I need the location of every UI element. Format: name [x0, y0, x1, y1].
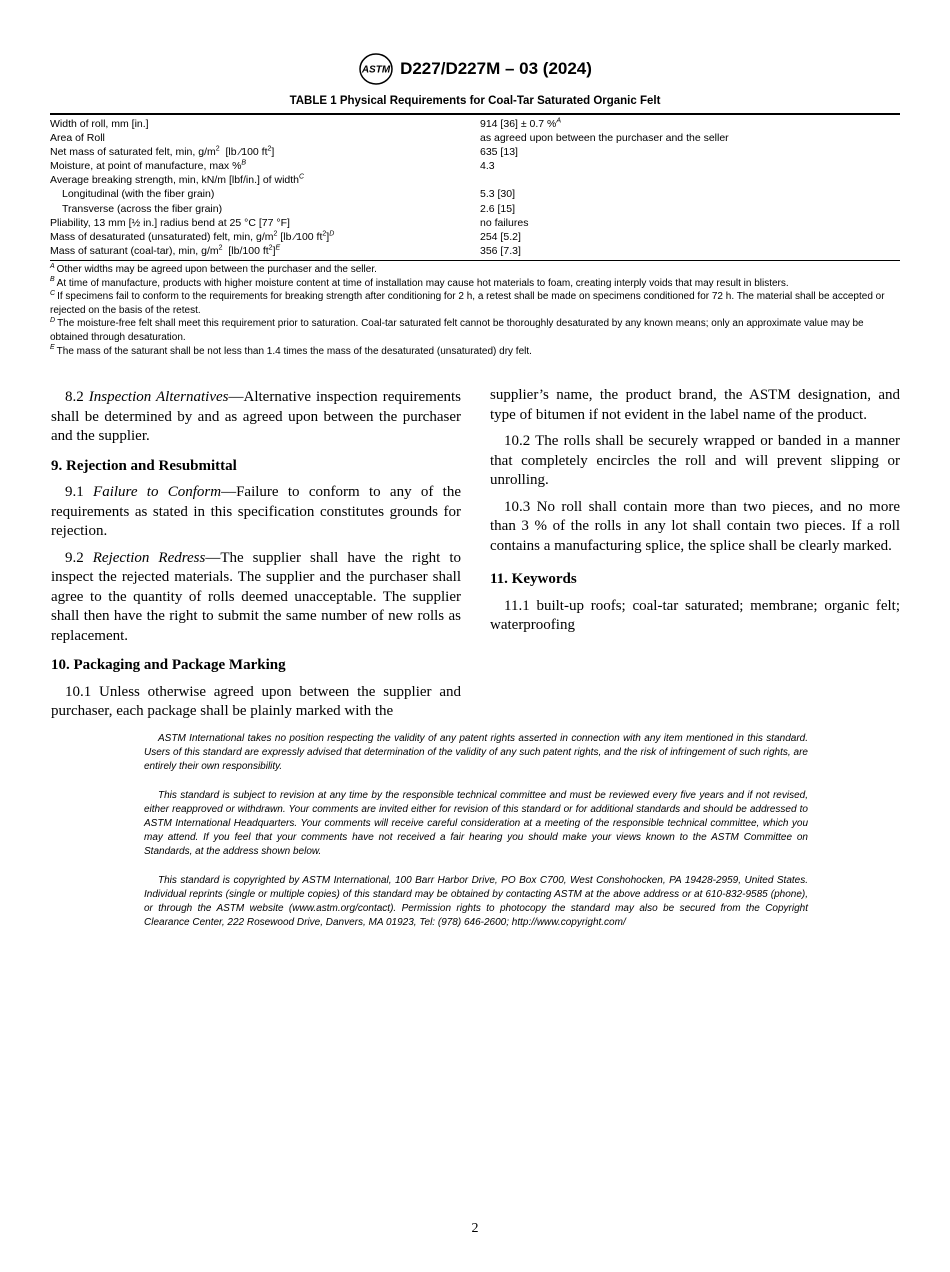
table-cell-value: as agreed upon between the purchaser and the seller: [480, 132, 729, 145]
footnote: $^D$ The moisture-free felt shall meet this requirement prior to saturation. Coal-tar saturated felt cannot be thoroughly desaturated by any known means; only an approximate value may be obtained through desaturation.: [50, 317, 864, 343]
table-row: [50, 131, 900, 145]
section-10-1-continued: supplier’s name, the product brand, the ASTM designation, and type of bitumen if not evident in the label name of the product.: [490, 387, 900, 423]
table-row: [50, 145, 900, 159]
table-cell-value: 5.3 [30]: [480, 188, 516, 201]
table-row: [50, 159, 900, 173]
astm-logo-text: ASTM: [361, 64, 391, 76]
table-cell-value: [480, 173, 900, 187]
footnote: $^B$ At time of manufacture, products with higher moisture content at time of installation may cause hot materials to foam, creating interply voids that may result in blisters.: [50, 276, 789, 289]
body-column-right: [490, 386, 900, 643]
table-row: [50, 244, 900, 258]
table-row: [50, 202, 900, 216]
section-10-1: 10.1 Unless otherwise agreed upon between the supplier and purchaser, each package shall be plainly marked with the: [51, 683, 461, 719]
revision-notice: This standard is subject to revision at any time by the responsible technical committee and must be reviewed every five years and if not revised, either reapproved or withdrawn. Your comments are invited either for revision of this standard or for additional standards and should be addressed to ASTM International Headquarters. Your comments will receive careful consideration at a meeting of the responsible technical committee, which you may attend. If you feel that your comments have not received a fair hearing you should make your views known to the ASTM Committee on Standards, at the address shown below.: [144, 790, 808, 857]
table-cell-property: Area of Roll: [50, 132, 105, 145]
requirements-table: [50, 113, 900, 261]
section-10-heading: 10. Packaging and Package Marking: [51, 657, 286, 673]
page-header: [0, 52, 950, 86]
table-cell-property: Mass of saturant (coal-tar), min, $g/m^2$ [lb/100 $ft^2]^E$: [50, 244, 281, 257]
table-cell-value: 356 [7.3]: [480, 244, 521, 257]
patent-notice: ASTM International takes no position respecting the validity of any patent rights asserted in connection with any item mentioned in this standard. Users of this standard are expressly advised that determination of the validity of any such patent rights, and the risk of infringement of such rights, are entirely their own responsibility.: [144, 733, 808, 772]
astm-notices: [144, 732, 808, 946]
section-8-2: 8.2 Inspection Alternatives—Alternative inspection requirements shall be determined by and as agreed upon between the purchaser and the supplier.: [51, 389, 461, 444]
body-column-left: [51, 388, 461, 729]
footnote: $^E$ The mass of the saturant shall be not less than 1.4 times the mass of the desaturated (unsaturated) dry felt.: [50, 344, 532, 357]
section-11-heading: 11. Keywords: [490, 571, 577, 587]
table-cell-property: Transverse (across the fiber grain): [62, 202, 223, 215]
table-cell-value: 4.3: [480, 160, 495, 173]
table-cell-property: Width of roll, mm [in.]: [50, 118, 149, 130]
table-cell-property: Average breaking strength, min, kN/m [lbf/in.] of width$^C$: [50, 173, 305, 187]
table-row: [50, 173, 900, 187]
section-9-1: 9.1 Failure to Conform—Failure to conform to any of the requirements as stated in this specification constitutes grounds for rejection.: [51, 484, 461, 539]
table-cell-value: 254 [5.2]: [480, 230, 521, 243]
table-row: [50, 117, 900, 131]
table-cell-value: 2.6 [15]: [480, 202, 516, 215]
table-row: [50, 230, 900, 244]
section-10-2: 10.2 The rolls shall be securely wrapped or banded in a manner that completely encircles the roll and will prevent slipping or unrolling.: [490, 433, 900, 488]
copyright-notice: This standard is copyrighted by ASTM International, 100 Barr Harbor Drive, PO Box C700, West Conshohocken, PA 19428-2959, United States. Individual reprints (single or multiple copies) of this standard may be obtained by contacting ASTM at the above address or at 610-832-9585 (phone), or through the ASTM website (www.astm.org/contact). Permission rights to photocopy the standard may also be secured from the Copyright Clearance Center, 222 Rosewood Drive, Danvers, MA 01923, Tel: (978) 646-2600; http://www.copyright.com/: [144, 875, 808, 928]
table-title: TABLE 1 Physical Requirements for Coal-Tar Saturated Organic Felt: [289, 95, 661, 107]
section-9-heading: 9. Rejection and Resubmittal: [51, 457, 237, 474]
footnote: $^A$ Other widths may be agreed upon between the purchaser and the seller.: [50, 262, 377, 275]
section-9-2: 9.2 Rejection Redress—The supplier shall have the right to inspect the rejected materials. The supplier and the purchaser shall agree to the quantity of rolls deemed unacceptable. The supplier shall then have the right to submit the same number of new rolls as replacement.: [51, 549, 461, 644]
table-cell-property: Longitudinal (with the fiber grain): [62, 188, 215, 201]
table-footnotes: [50, 263, 902, 358]
page-number: 2: [471, 1221, 479, 1236]
table-cell-property: Mass of desaturated (unsaturated) felt, min, $g/m^2$ [lb ⁄100 $ft^2]^D$: [50, 230, 335, 243]
astm-logo-icon: [358, 52, 394, 86]
section-11-1: 11.1 built-up roofs; coal-tar saturated; membrane; organic felt; waterproofing: [490, 597, 900, 633]
standard-designation: D227/D227M – 03 (2024): [400, 59, 592, 78]
table-row: [50, 187, 900, 201]
table-row: [50, 216, 900, 230]
section-10-3: 10.3 No roll shall contain more than two pieces, and no more than 3 % of the rolls in any lot shall contain two pieces. If a roll contains a manufacturing splice, the splice shall be clearly marked.: [490, 498, 900, 554]
table-cell-value: 914 [36] ± 0.7 %$^A$: [480, 117, 562, 130]
table-cell-value: no failures: [480, 216, 529, 229]
table-cell-property: Moisture, at point of manufacture, max %$^B$: [50, 159, 247, 173]
table-cell-value: 635 [13]: [480, 146, 518, 159]
footnote: $^C$ If specimens fail to conform to the requirements for breaking strength after conditioning for 2 h, a retest shall be made on specimens conditioned for 72 h. The material shall be accepted or rejected on the basis of the retest.: [50, 289, 885, 316]
table-cell-property: Net mass of saturated felt, min, $g/m^2$ [lb ⁄100 $ft^2$]: [50, 145, 275, 159]
table-cell-property: Pliability, 13 mm [½ in.] radius bend at 25 °C [77 °F]: [50, 216, 290, 229]
